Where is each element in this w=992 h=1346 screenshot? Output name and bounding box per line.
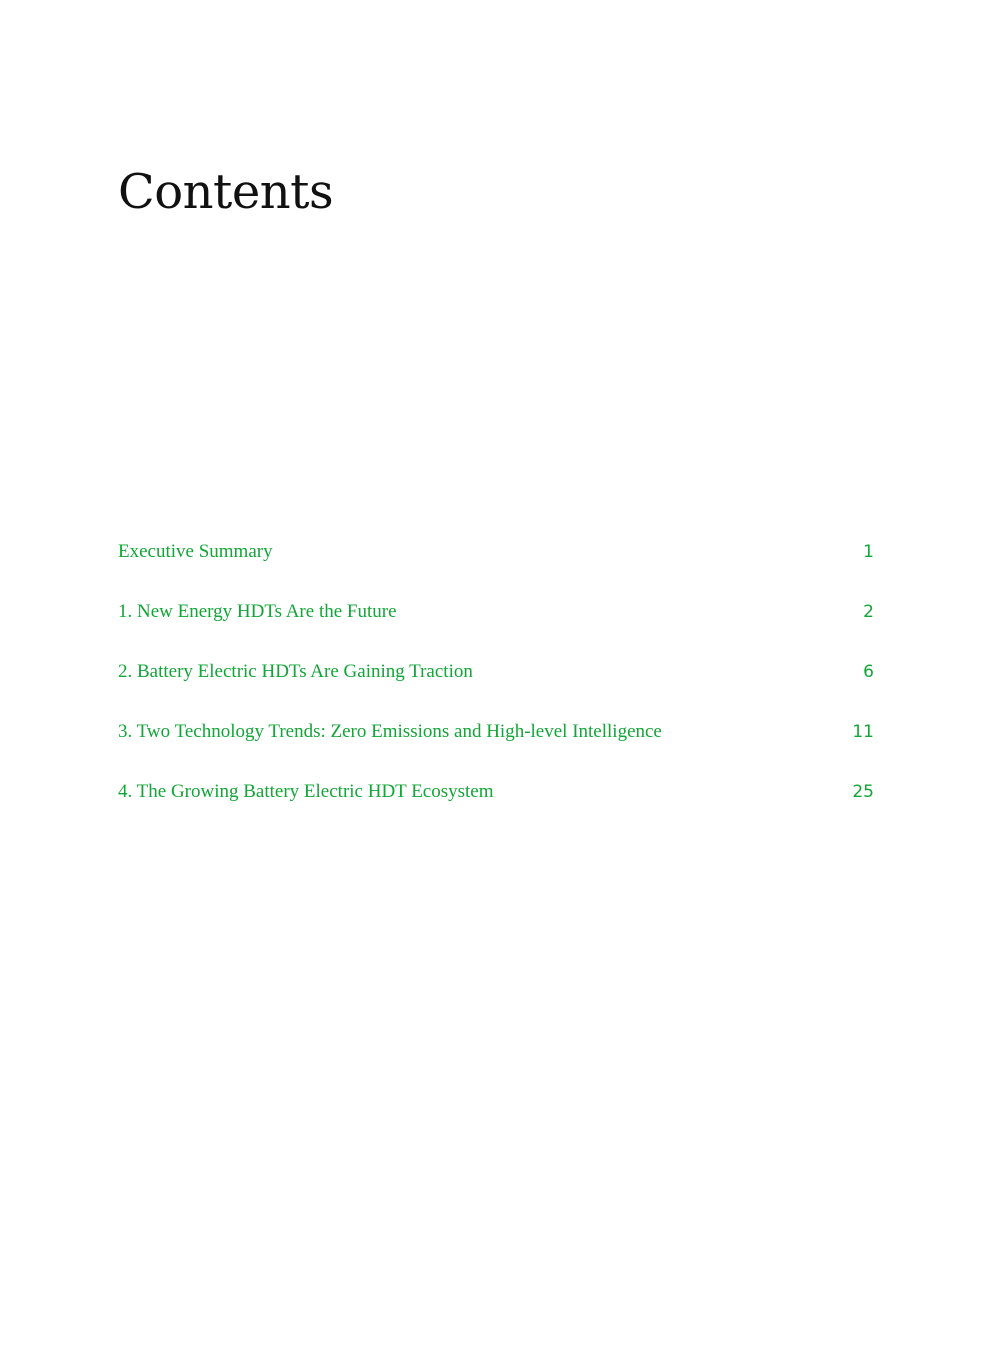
toc-entry-page-number[interactable]: 1 [863, 542, 874, 562]
toc-entry-chapter-1[interactable] [118, 596, 874, 656]
toc-entry-executive-summary[interactable] [118, 536, 874, 596]
page-title: Contents [118, 164, 334, 220]
toc-entry-page-number[interactable]: 2 [863, 602, 874, 622]
table-of-contents [118, 536, 874, 836]
toc-entry-label[interactable]: Executive Summary [118, 541, 273, 562]
toc-entry-page-number[interactable]: 25 [852, 782, 874, 802]
toc-entry-page-number[interactable]: 6 [863, 662, 874, 682]
toc-entry-chapter-2[interactable] [118, 656, 874, 716]
toc-entry-label[interactable]: 1. New Energy HDTs Are the Future [118, 601, 397, 622]
toc-entry-chapter-3[interactable] [118, 716, 874, 776]
toc-entry-page-number[interactable]: 11 [852, 722, 874, 742]
toc-entry-label[interactable]: 3. Two Technology Trends: Zero Emissions and High-level Intelligence [118, 721, 662, 742]
toc-entry-label[interactable]: 4. The Growing Battery Electric HDT Ecosystem [118, 781, 494, 802]
toc-entry-label[interactable]: 2. Battery Electric HDTs Are Gaining Traction [118, 661, 473, 682]
toc-entry-chapter-4[interactable] [118, 776, 874, 836]
